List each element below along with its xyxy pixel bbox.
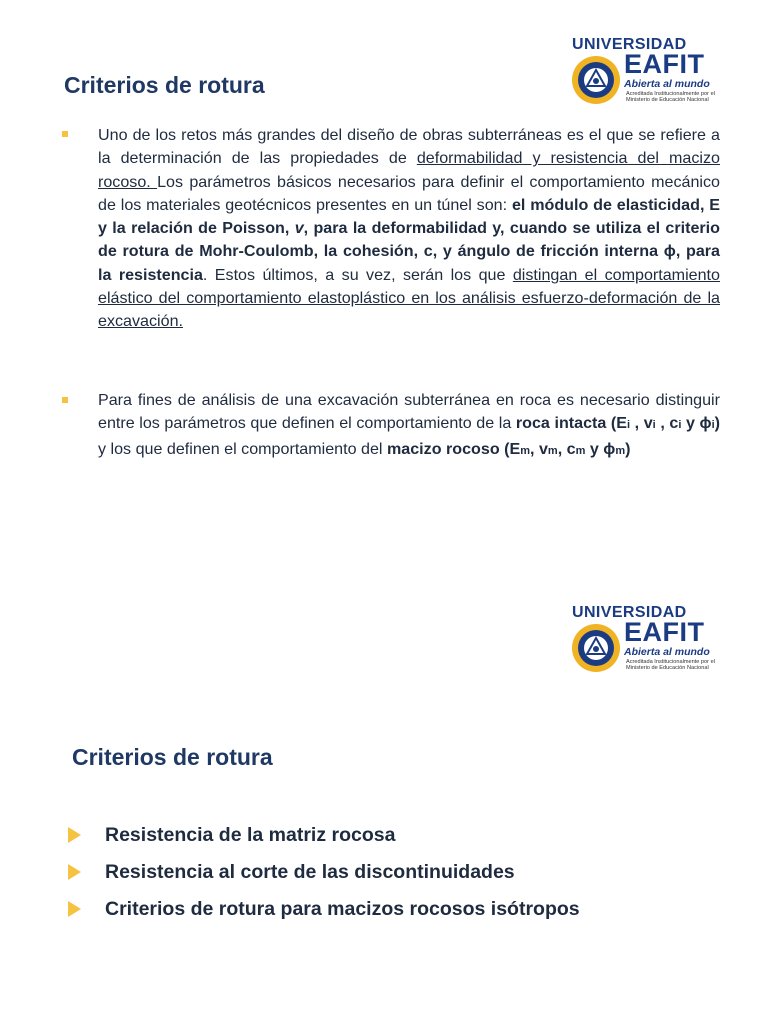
p2-bold: , v [630, 414, 653, 433]
logo-accreditation: Acreditada Institucionalmente por el Ministerio de Educación Nacional [626, 91, 715, 104]
list-item [68, 894, 580, 924]
logo-accreditation: Acreditada Institucionalmente por el Ministerio de Educación Nacional [626, 659, 715, 672]
list-item [68, 820, 395, 850]
p2-bold: y ϕ [585, 439, 616, 458]
list-item [68, 857, 515, 887]
logo-eafit-text: EAFIT [624, 617, 705, 647]
bullet-icon [62, 131, 68, 137]
slide-1-title: Criterios de rotura [64, 72, 265, 98]
p2-sub: m [615, 444, 626, 457]
p1-underline-2: distingan el comportamiento elástico del comportamiento elastoplástico en los análisis esfuerzo-deformación de la excavación. [98, 265, 720, 331]
p2-bold: , c [557, 439, 576, 458]
eafit-seal-icon [570, 620, 626, 676]
slide-2 [0, 580, 768, 1024]
p2-sub: i [627, 419, 631, 432]
logo-motto: Abierta al mundo [624, 78, 710, 90]
arrow-bullet-icon [68, 901, 81, 917]
p2-bold: ) [625, 439, 631, 458]
p1-text-1: Uno de los retos más grandes del diseño de obras subterráneas es el que se refiere a la determinación de las propiedades de [98, 126, 720, 168]
paragraph-2 [98, 389, 720, 463]
p1-text-3: . Estos últimos, a su vez, serán los que [202, 265, 513, 284]
p2-bold: y ϕ [681, 414, 712, 433]
p2-bold: roca intacta (E [515, 414, 628, 433]
logo-university-text: UNIVERSIDAD [572, 36, 687, 53]
eafit-seal-icon [570, 52, 626, 108]
arrow-bullet-icon [68, 864, 81, 880]
logo-motto: Abierta al mundo [624, 646, 710, 658]
p2-sub: i [652, 419, 656, 432]
eafit-logo [570, 604, 720, 670]
p2-sub: m [547, 444, 558, 457]
p2-bold: ) [714, 414, 720, 433]
p2-text-1: Para fines de análisis de una excavación subterránea en roca es necesario distinguir entre los parámetros que definen el comportamiento de la [98, 391, 720, 433]
list-item-text: Resistencia de la matriz rocosa [105, 823, 396, 846]
p2-sub: i [711, 419, 715, 432]
p1-bold-2: , para la deformabilidad y, cuando se utiliza el criterio de rotura de Mohr-Coulomb, la cohesión, c, y ángulo de fricción interna ϕ, para la resistencia [98, 219, 720, 284]
logo-eafit-text: EAFIT [624, 49, 705, 79]
logo-university-text: UNIVERSIDAD [572, 604, 687, 621]
arrow-bullet-icon [68, 827, 81, 843]
p2-bold: , v [530, 439, 548, 458]
list-item-text: Criterios de rotura para macizos rocosos isótropos [105, 897, 580, 920]
p1-bold-italic: v [294, 219, 304, 238]
slide-2-title: Criterios de rotura [72, 744, 273, 770]
p2-sub: m [520, 444, 531, 457]
bullet-icon [62, 397, 68, 403]
p2-text-2: y los que definen el comportamiento del [98, 439, 387, 458]
p2-sub: m [575, 444, 586, 457]
p2-bold: macizo rocoso (E [386, 439, 521, 458]
p1-underline-1: deformabilidad y resistencia del macizo rocoso. [98, 149, 720, 191]
paragraph-1 [98, 124, 720, 334]
p2-sub: i [678, 419, 682, 432]
list-item-text: Resistencia al corte de las discontinuidades [105, 860, 515, 883]
p1-bold-1: el módulo de elasticidad, E y la relación de Poisson, [98, 195, 720, 238]
p1-text-2: Los parámetros básicos necesarios para definir el comportamiento mecánico de los materiales geotécnicos presentes en un túnel son: [98, 172, 720, 214]
p2-bold: , c [655, 414, 679, 433]
eafit-logo [570, 36, 720, 102]
